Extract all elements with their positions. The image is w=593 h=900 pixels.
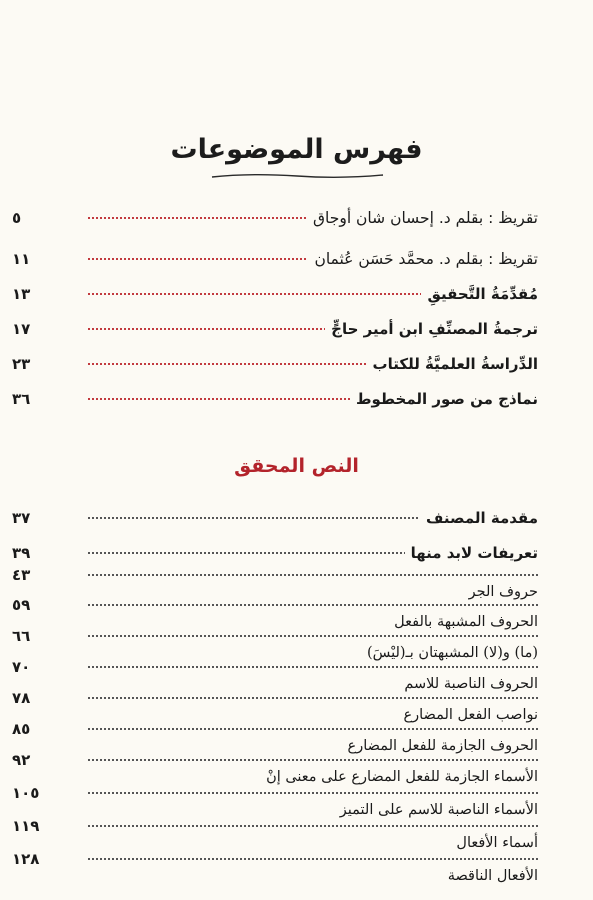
dot-leader	[88, 604, 538, 606]
toc-entry-title: مُقدِّمَةُ التَّحقيقِ	[421, 281, 538, 307]
toc-entry-title: (ما) و(لا) المشبهتان بـ(ليْسَ)	[361, 640, 538, 666]
toc-entry[interactable]	[12, 720, 538, 754]
toc-entry[interactable]	[12, 281, 538, 307]
toc-entry[interactable]	[12, 596, 538, 630]
toc-entry-title: الأسماء الجازمة للفعل المضارع على معنى إنْ	[260, 764, 538, 790]
dot-leader	[88, 635, 538, 637]
toc-entry-title: نواصب الفعل المضارع	[397, 702, 538, 728]
toc-entry-title: أسماء الأفعال	[450, 830, 538, 856]
toc-entry-page-number: ١٣	[12, 285, 31, 303]
toc-entry-title: مقدمة المصنف	[420, 505, 538, 531]
toc-entry[interactable]	[12, 784, 538, 818]
toc-entry[interactable]	[12, 205, 538, 231]
toc-entry-page-number: ١١	[12, 250, 31, 268]
toc-entry[interactable]	[12, 689, 538, 723]
toc-entry-title: الحروف المشبهة بالفعل	[388, 609, 538, 635]
toc-entry-title: تعريفات لابد منها	[405, 540, 538, 566]
toc-entry-title: الحروف الناصبة للاسم	[398, 671, 538, 697]
toc-entry-page-number: ١١٩	[12, 817, 40, 835]
toc-entry[interactable]	[12, 316, 538, 342]
toc-entry[interactable]	[12, 751, 538, 785]
toc-entry-page-number: ٨٥	[12, 720, 31, 738]
toc-entry[interactable]	[12, 850, 538, 884]
toc-entry-page-number: ٩٢	[12, 751, 31, 769]
toc-entry-title: الأسماء الناصبة للاسم على التميز	[334, 797, 538, 823]
toc-entry-page-number: ٧٠	[12, 658, 31, 676]
title-flourish-ornament	[210, 172, 385, 180]
toc-entry-title: الدِّراسةُ العلميَّةُ للكتاب	[367, 351, 538, 377]
toc-entry-page-number: ٣٩	[12, 544, 31, 562]
toc-entry-title: ترجمةُ المصنِّفِ ابن أمير حاجٍّ	[325, 316, 538, 342]
toc-entry[interactable]	[12, 658, 538, 692]
section-title: النص المحقق	[234, 455, 359, 477]
toc-entry-title: حروف الجر	[463, 579, 538, 605]
toc-entry-page-number: ٢٣	[12, 355, 31, 373]
toc-entry-page-number: ١٠٥	[12, 784, 40, 802]
dot-leader	[88, 697, 538, 699]
toc-entry-title: تقريظ : بقلم د. إحسان شان أوجاق	[307, 205, 538, 231]
toc-entry-page-number: ١٧	[12, 320, 31, 338]
toc-entry[interactable]	[12, 566, 538, 600]
page-title: فهرس الموضوعات	[170, 134, 423, 165]
toc-entry[interactable]	[12, 817, 538, 851]
toc-entry-page-number: ٤٣	[12, 566, 31, 584]
toc-entry-page-number: ٣٦	[12, 390, 31, 408]
toc-entry-title: تقريظ : بقلم د. محمَّد حَسَن عُثمان	[308, 246, 538, 272]
toc-entry-title: الأفعال الناقصة	[442, 863, 538, 889]
dot-leader	[88, 858, 538, 860]
toc-entry[interactable]	[12, 246, 538, 272]
toc-entry[interactable]	[12, 627, 538, 661]
toc-entry[interactable]	[12, 386, 538, 412]
toc-entry-page-number: ٣٧	[12, 509, 31, 527]
toc-entry-page-number: ٥	[12, 209, 22, 227]
dot-leader	[88, 666, 538, 668]
toc-entry-page-number: ٧٨	[12, 689, 31, 707]
dot-leader	[88, 728, 538, 730]
dot-leader	[88, 792, 538, 794]
toc-entry-page-number: ٥٩	[12, 596, 31, 614]
toc-entry[interactable]	[12, 351, 538, 377]
toc-entry[interactable]	[12, 505, 538, 531]
toc-entry-title: الحروف الجازمة للفعل المضارع	[342, 733, 538, 759]
toc-entry-title: نماذج من صور المخطوط	[350, 386, 538, 412]
dot-leader	[88, 759, 538, 761]
toc-entry-page-number: ١٢٨	[12, 850, 40, 868]
toc-entry[interactable]	[12, 540, 538, 566]
toc-entry-page-number: ٦٦	[12, 627, 31, 645]
dot-leader	[88, 574, 538, 576]
dot-leader	[88, 825, 538, 827]
